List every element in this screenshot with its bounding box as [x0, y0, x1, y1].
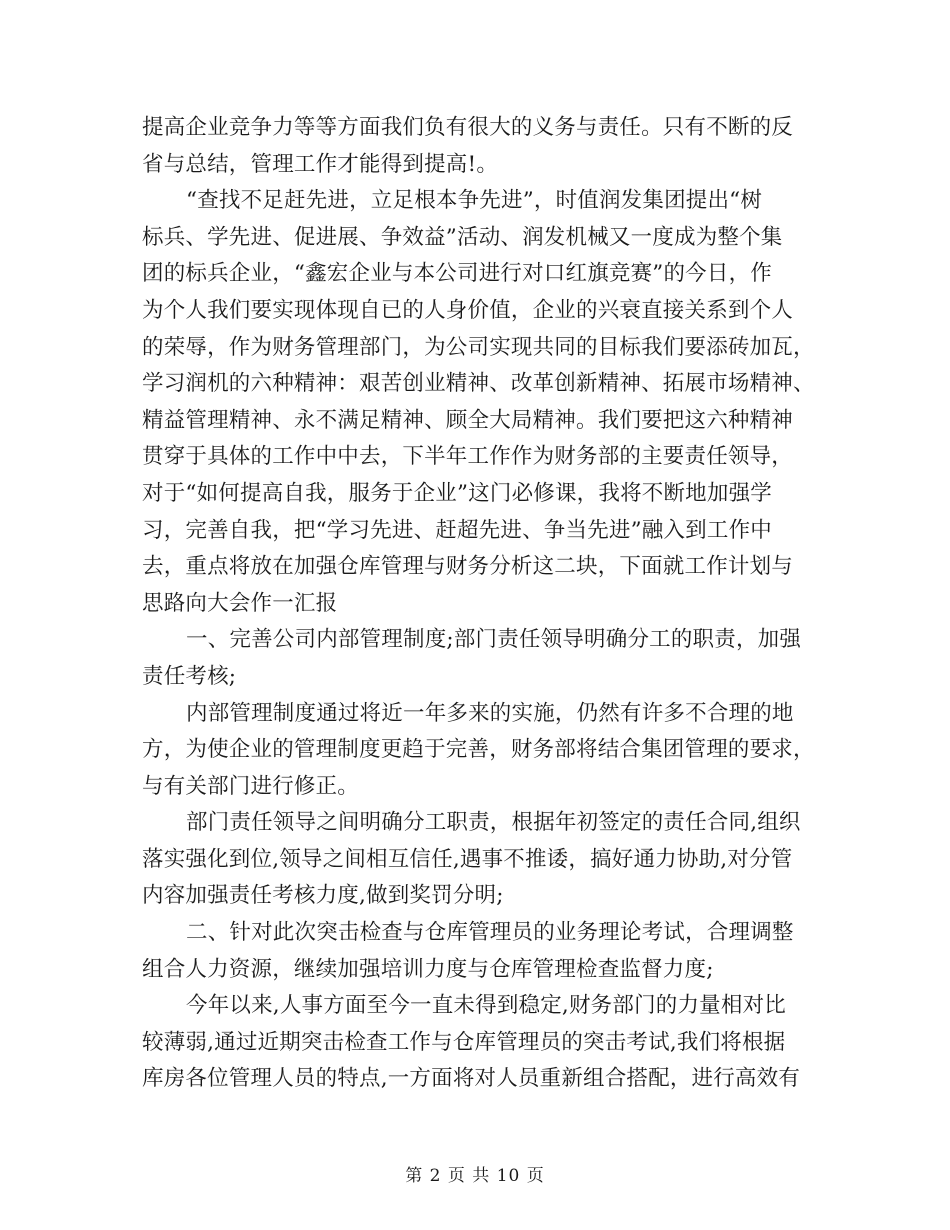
text-line: 习，完善自我，把“学习先进、赶超先进、争当先进”融入到工作中	[142, 517, 772, 543]
document-body	[142, 110, 815, 1098]
text-line: 去，重点将放在加强仓库管理与财务分析这二块，下面就工作计划与	[142, 554, 794, 580]
paragraph	[142, 988, 810, 1098]
page-footer: 第 2 页 共 10 页	[405, 1166, 545, 1186]
text-line: 库房各位管理人员的特点,一方面将对人员重新组合搭配，进行高效有	[142, 1066, 801, 1092]
text-line: 省与总结，管理工作才能得到提高!。	[142, 151, 499, 177]
text-line: 落实强化到位,领导之间相互信任,遇事不推诿，搞好通力协助,对分管	[142, 846, 793, 872]
paragraph	[142, 696, 815, 806]
text-line: “查找不足赶先进，立足根本争先进”，时值润发集团提出“树	[186, 188, 763, 214]
text-line: 贯穿于具体的工作中中去，下半年工作作为财务部的主要责任领导，	[142, 444, 794, 470]
text-line: 对于“如何提高自我，服务于企业”这门必修课，我将不断地加强学	[142, 480, 772, 506]
text-line: 今年以来,人事方面至今一直未得到稳定,财务部门的力量相对比	[186, 993, 786, 1019]
text-line: 责任考核;	[142, 663, 237, 689]
text-line: 标兵、学先进、促进展、争效益”活动、润发机械又一度成为整个集	[142, 224, 783, 250]
text-line: 组合人力资源，继续加强培训力度与仓库管理检查监督力度;	[142, 956, 714, 982]
text-line: 的荣辱，作为财务管理部门，为公司实现共同的目标我们要添砖加瓦，	[142, 334, 815, 360]
paragraph	[142, 110, 810, 183]
text-line: 为个人我们要实现体现自已的人身价值，企业的兴衰直接关系到个人	[142, 297, 794, 323]
text-line: 内部管理制度通过将近一年多来的实施，仍然有许多不合理的地	[186, 700, 794, 726]
text-line: 方，为使企业的管理制度更趋于完善，财务部将结合集团管理的要求，	[142, 737, 815, 763]
text-line: 较薄弱,通过近期突击检查工作与仓库管理员的突击考试,我们将根据	[142, 1029, 786, 1055]
paragraph	[142, 622, 810, 695]
text-line: 一、完善公司内部管理制度;部门责任领导明确分工的职责，加强	[186, 627, 802, 653]
paragraph	[142, 183, 815, 622]
text-line: 二、针对此次突击检查与仓库管理员的业务理论考试，合理调整	[186, 920, 794, 946]
paragraph	[142, 805, 810, 915]
text-line: 学习润机的六种精神：艰苦创业精神、改革创新精神、拓展市场精神、	[142, 371, 815, 397]
text-line: 与有关部门进行修正。	[142, 773, 360, 799]
text-line: 团的标兵企业，“鑫宏企业与本公司进行对口红旗竞赛”的今日，作	[142, 261, 772, 287]
text-line: 部门责任领导之间明确分工职责，根据年初签定的责任合同,组织	[186, 810, 801, 836]
text-line: 思路向大会作一汇报	[142, 590, 338, 616]
text-line: 提高企业竞争力等等方面我们负有很大的义务与责任。只有不断的反	[142, 115, 794, 140]
text-line: 内容加强责任考核力度,做到奖罚分明;	[142, 883, 504, 909]
paragraph	[142, 915, 810, 988]
text-line: 精益管理精神、永不满足精神、顾全大局精神。我们要把这六种精神	[142, 407, 794, 433]
